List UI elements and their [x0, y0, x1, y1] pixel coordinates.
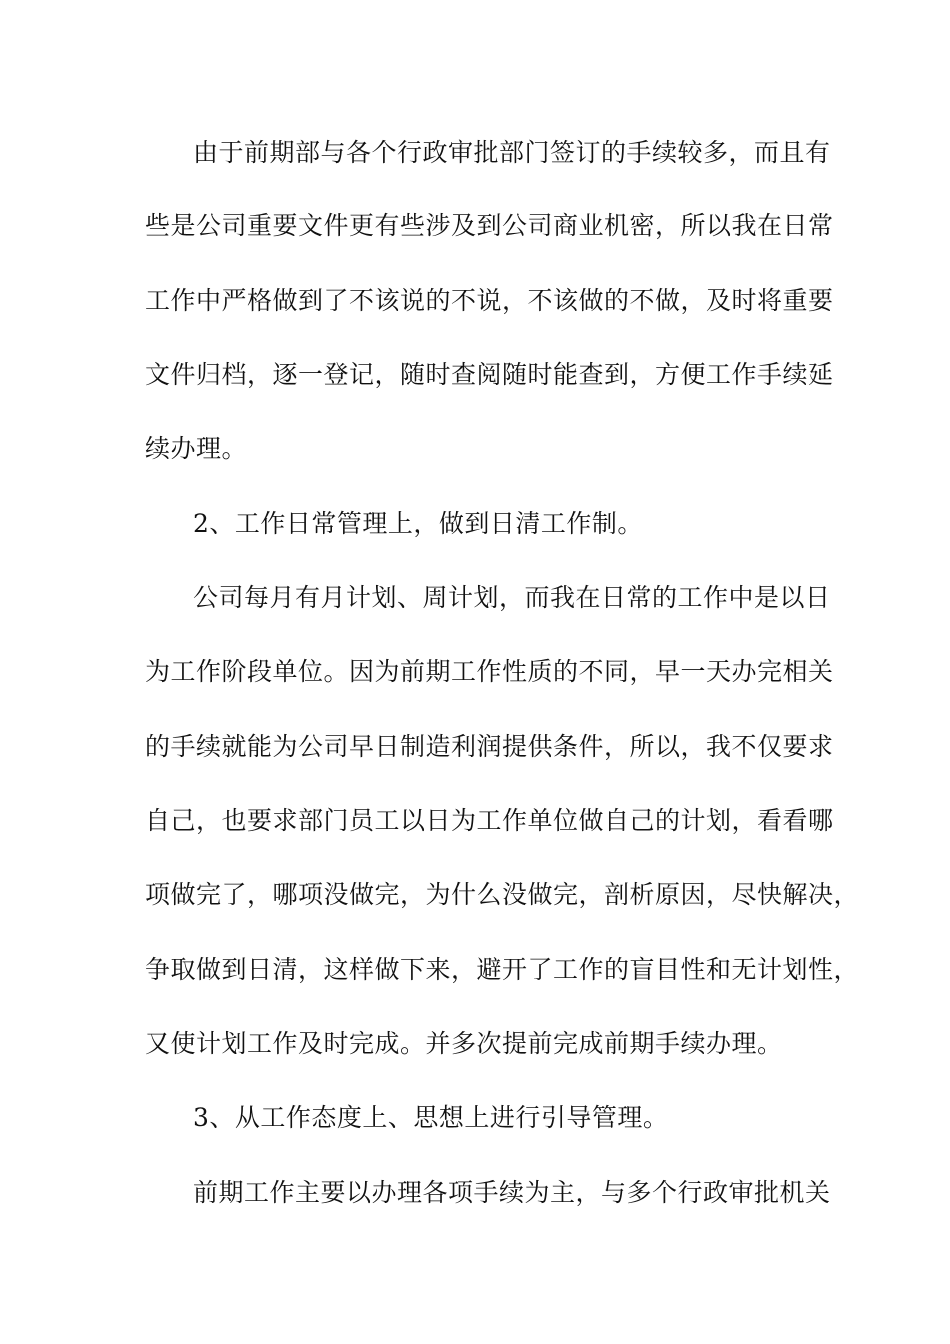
section-heading: 2、工作日常管理上，做到日清工作制。: [193, 509, 643, 538]
text-line: 前期工作主要以办理各项手续为主，与多个行政审批机关: [193, 1178, 831, 1207]
text-line: 续办理。: [145, 434, 248, 463]
text-line: 争取做到日清，这样做下来，避开了工作的盲目性和无计划性，: [145, 955, 860, 984]
text-line: 些是公司重要文件更有些涉及到公司商业机密，所以我在日常: [145, 211, 834, 240]
text-line: 的手续就能为公司早日制造利润提供条件，所以，我不仅要求: [145, 732, 834, 761]
text-line: 由于前期部与各个行政审批部门签订的手续较多，而且有: [193, 138, 831, 167]
section-heading: 3、从工作态度上、思想上进行引导管理。: [193, 1103, 669, 1132]
text-line: 公司每月有月计划、周计划，而我在日常的工作中是以日: [193, 583, 831, 612]
text-line: 自己，也要求部门员工以日为工作单位做自己的计划，看看哪: [145, 806, 834, 835]
text-line: 为工作阶段单位。因为前期工作性质的不同，早一天办完相关: [145, 657, 834, 686]
text-line: 工作中严格做到了不该说的不说，不该做的不做，及时将重要: [145, 286, 834, 315]
text-line: 文件归档，逐一登记，随时查阅随时能查到，方便工作手续延: [145, 360, 834, 389]
text-line: 项做完了，哪项没做完，为什么没做完，剖析原因，尽快解决，: [145, 880, 860, 909]
text-line: 又使计划工作及时完成。并多次提前完成前期手续办理。: [145, 1029, 783, 1058]
